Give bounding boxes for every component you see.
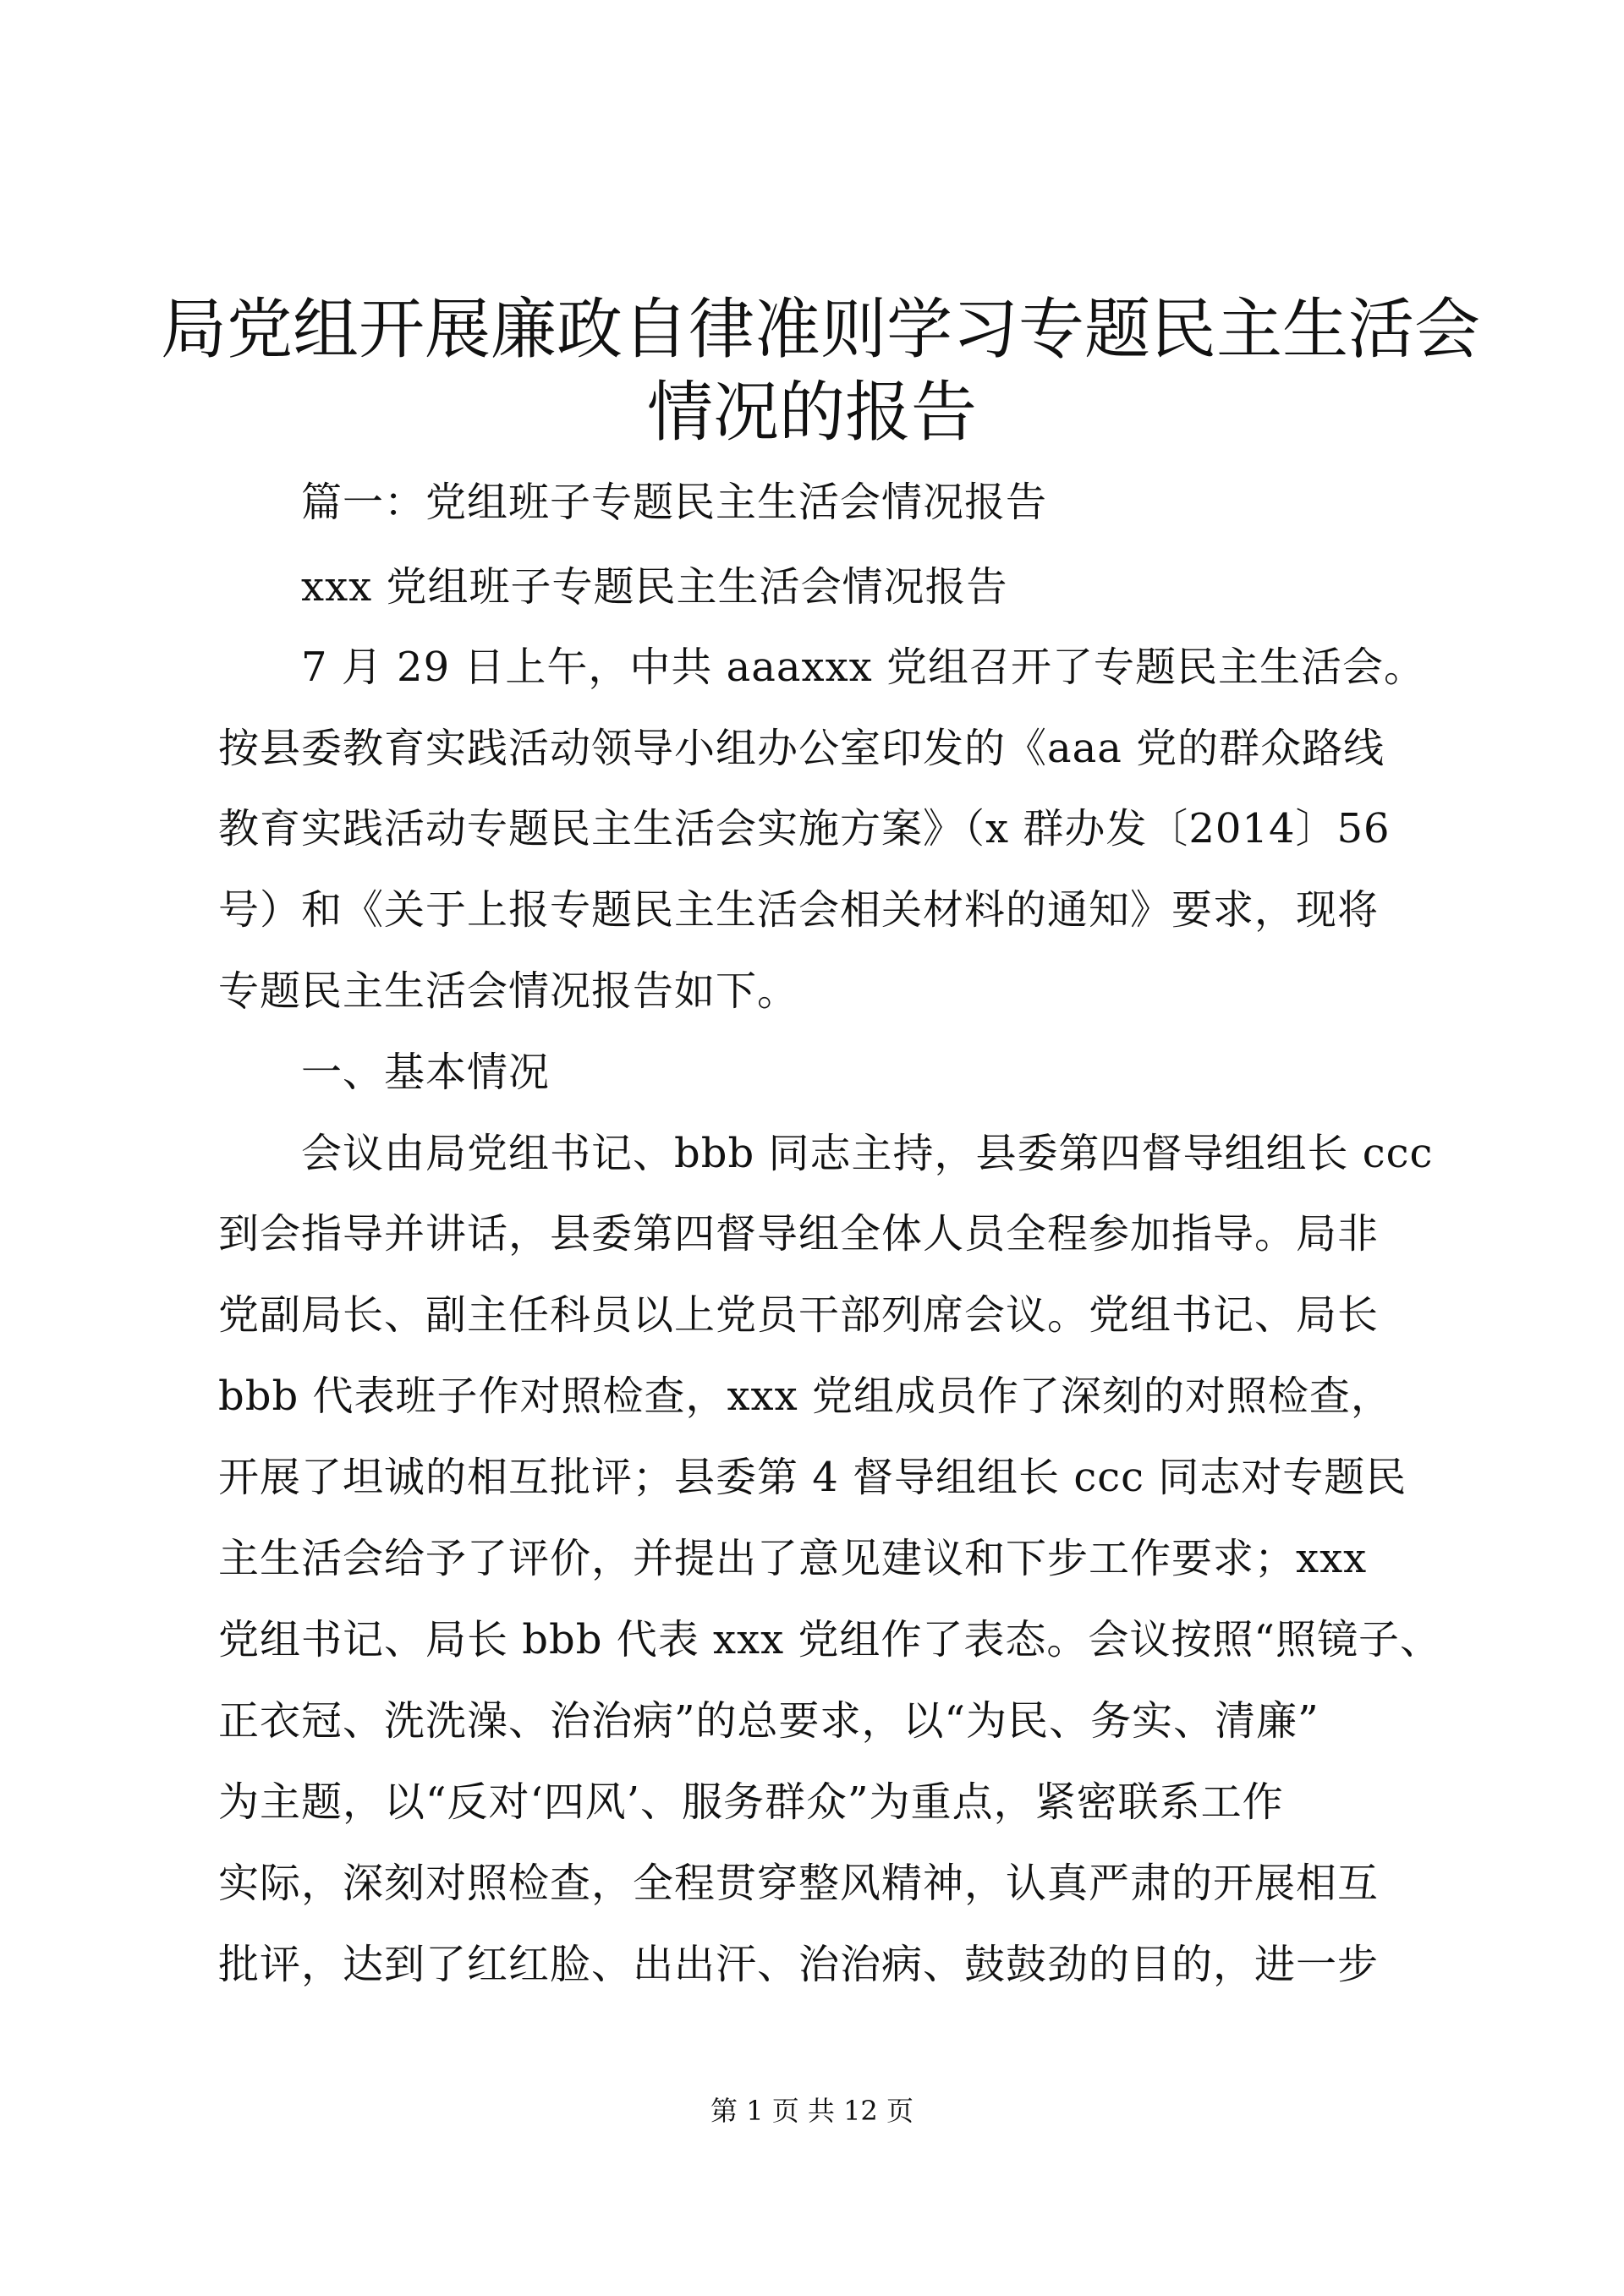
paragraph-line: 批评，达到了红红脸、出出汗、治治病、鼓鼓劲的目的，进一步 xyxy=(218,1941,1380,1988)
document-title-line-2: 情况的报告 xyxy=(646,375,977,451)
paragraph-line: 党副局长、副主任科员以上党员干部列席会议。党组书记、局长 xyxy=(218,1291,1380,1339)
document-title-line-1: 局党组开展廉政自律准则学习专题民主生活会 xyxy=(161,292,1481,368)
paragraph-line: 开展了坦诚的相互批评；县委第 4 督导组组长 ccc 同志对专题民 xyxy=(218,1454,1407,1501)
paragraph-line: bbb 代表班子作对照检查，xxx 党组成员作了深刻的对照检查， xyxy=(218,1373,1392,1420)
page-footer: 第 1 页 共 12 页 xyxy=(710,2095,914,2127)
paragraph-line: 实际，深刻对照检查，全程贯穿整风精神，认真严肃的开展相互 xyxy=(218,1860,1380,1907)
section-heading-2: 一、基本情况 xyxy=(301,1049,551,1096)
paragraph-line: 主生活会给予了评价，并提出了意见建议和下步工作要求；xxx xyxy=(218,1535,1368,1582)
paragraph-line: 为主题，以“反对‘四风’、服务群众”为重点，紧密联系工作 xyxy=(218,1778,1284,1826)
paragraph-line: 号）和《关于上报专题民主生活会相关材料的通知》要求，现将 xyxy=(218,886,1380,934)
paragraph-line: 7 月 29 日上午，中共 aaaxxx 党组召开了专题民主生活会。 xyxy=(301,644,1425,691)
paragraph-line: 会议由局党组书记、bbb 同志主持，县委第四督导组组长 ccc xyxy=(301,1130,1434,1177)
paragraph-line: 教育实践活动专题民主生活会实施方案》（x 群办发〔2014〕56 xyxy=(218,805,1391,852)
paragraph-line: 党组书记、局长 bbb 代表 xxx 党组作了表态。会议按照“照镜子、 xyxy=(218,1616,1441,1663)
paragraph-line: 专题民主生活会情况报告如下。 xyxy=(218,967,799,1015)
paragraph-line: 正衣冠、洗洗澡、治治病”的总要求，以“为民、务实、清廉” xyxy=(218,1697,1320,1745)
report-subtitle: xxx 党组班子专题民主生活会情况报告 xyxy=(301,563,1008,611)
section-heading-1: 篇一：党组班子专题民主生活会情况报告 xyxy=(301,479,1048,526)
paragraph-line: 到会指导并讲话，县委第四督导组全体人员全程参加指导。局非 xyxy=(218,1210,1380,1258)
paragraph-line: 按县委教育实践活动领导小组办公室印发的《aaa 党的群众路线 xyxy=(218,725,1385,772)
